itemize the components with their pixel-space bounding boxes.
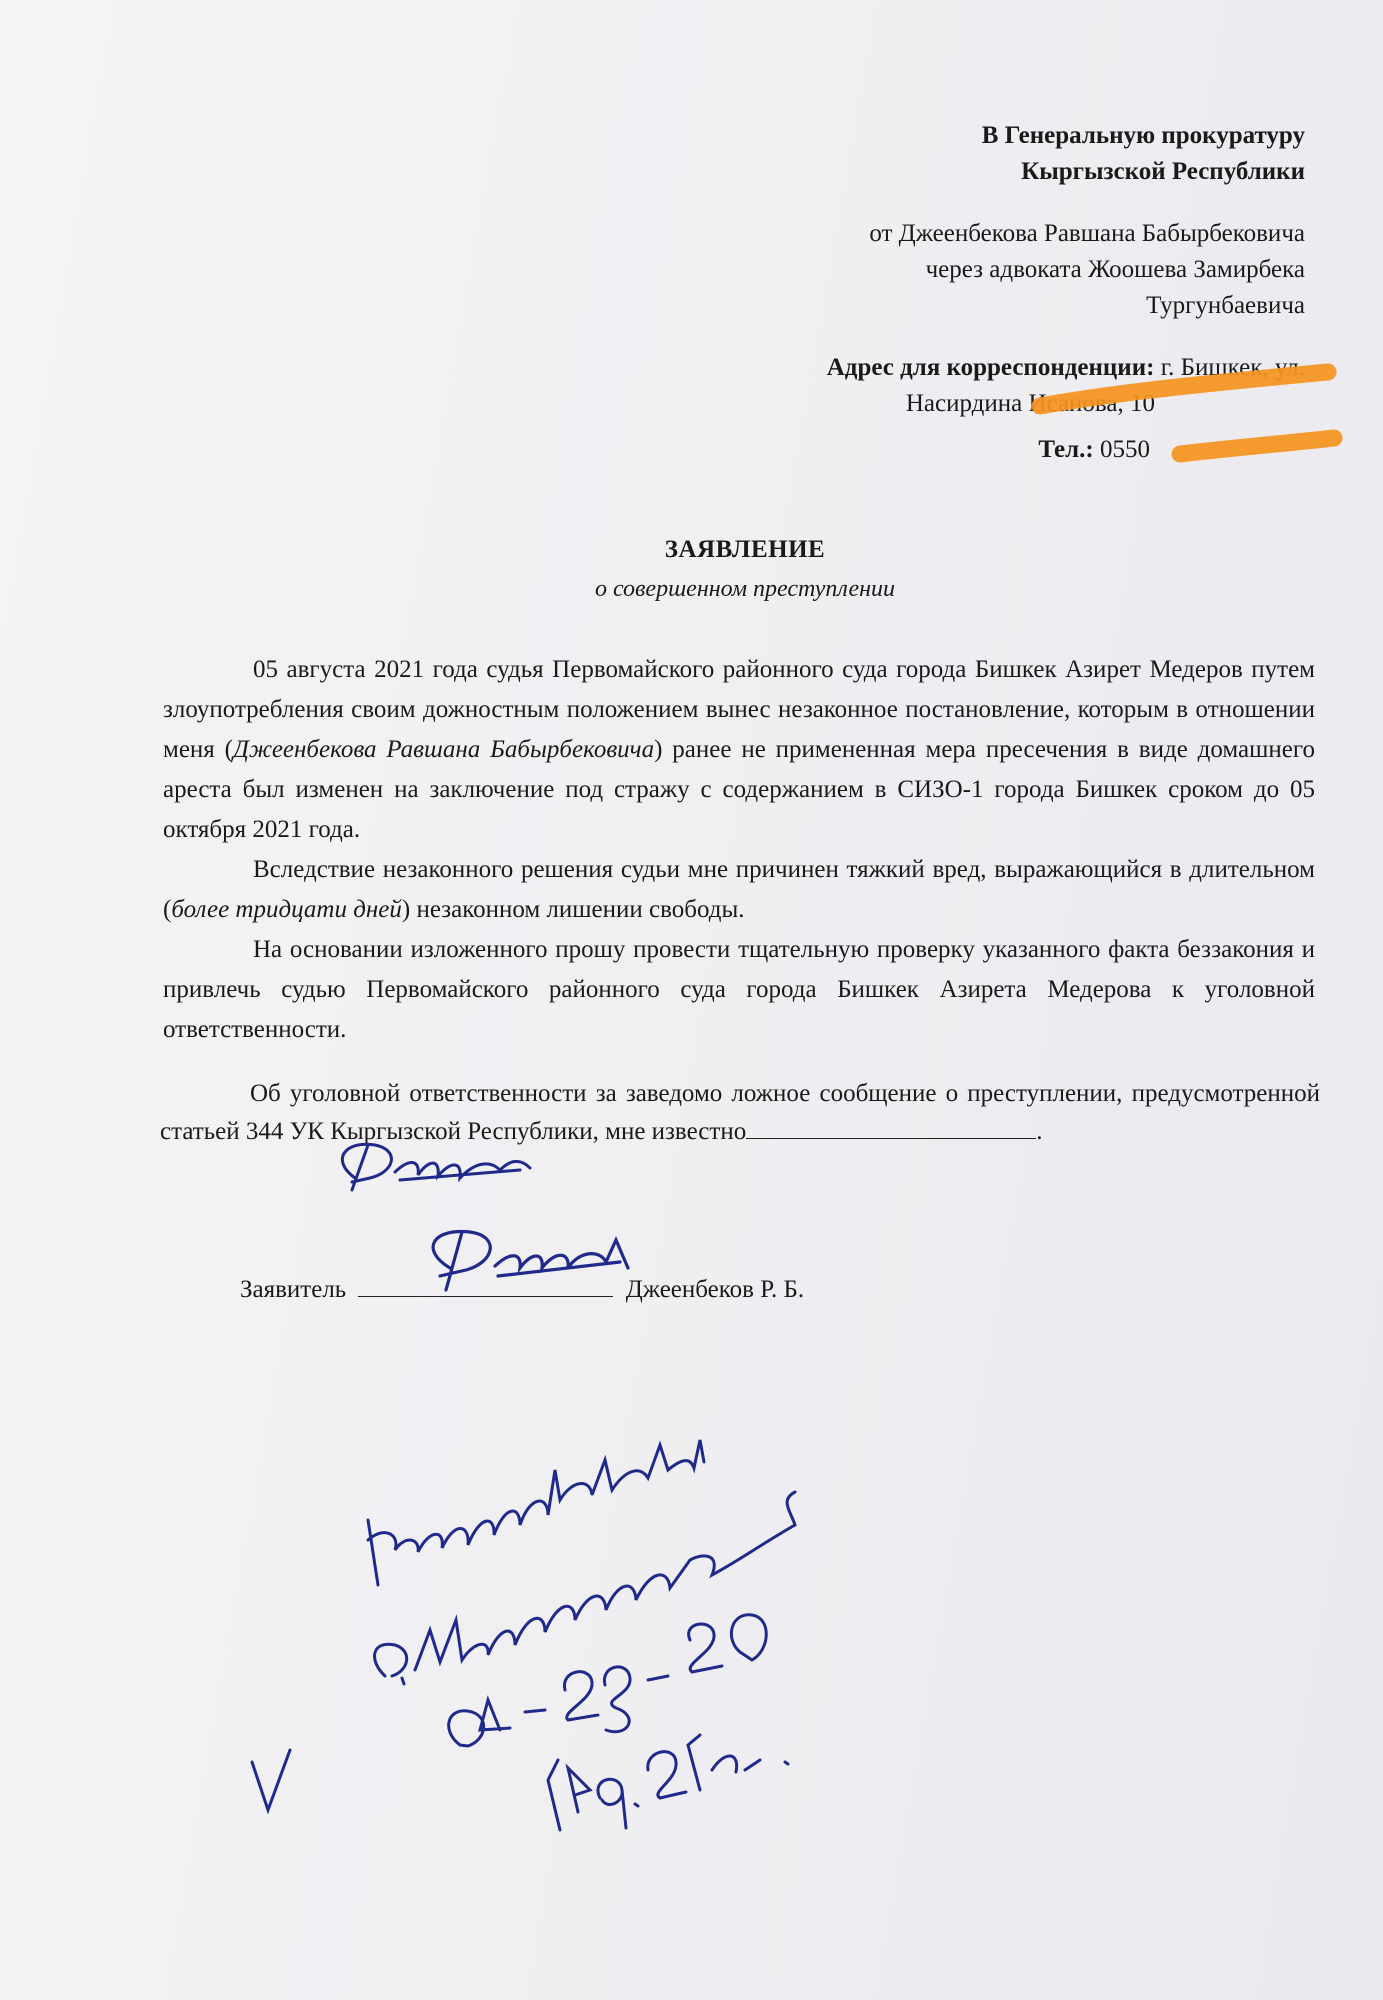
address-line-2: [605, 386, 1305, 422]
recipient-line-2: Кыргызской Республики: [1021, 158, 1305, 185]
from-line-2: через адвоката Жоошева Замирбека: [925, 256, 1305, 283]
paragraph-2-part-a: Вследствие незаконного решения судьи мне причинен тяжкий вред, выражающийся в длительном (: [163, 856, 1315, 923]
document-header: [605, 118, 1305, 468]
document-title: ЗАЯВЛЕНИЕ: [664, 536, 826, 563]
paragraph-3: На основании изложенного прошу провести тщательную проверку указанного факта беззакония и привлечь судью Первомайского районного суда города Бишкек Азирета Медерова к уголовной ответственности.: [163, 936, 1315, 1043]
recipient-line-1: В Генеральную прокуратуру: [981, 122, 1305, 149]
phone-line: [605, 432, 1305, 468]
phone-value: 0550: [1093, 436, 1150, 463]
warning-text: Об уголовной ответственности за заведомо ложное сообщение о преступлении, предусмотренной статьей 344 УК Кыргызской Республики, мне известно: [160, 1080, 1320, 1145]
applicant-signature-line: [358, 1272, 613, 1297]
from-line-1: от Джеенбекова Равшана Бабырбековича: [869, 220, 1305, 247]
liability-warning: [160, 1075, 1320, 1151]
applicant-name: Джеенбеков Р. Б.: [625, 1276, 805, 1303]
warning-end: .: [1036, 1118, 1043, 1145]
paragraph-1: [163, 650, 1315, 850]
phone-label: Тел.:: [1038, 436, 1094, 463]
warning-signature-line: [746, 1114, 1036, 1139]
applicant-row: [240, 1272, 804, 1308]
from-line-3: Тургунбаевича: [1146, 292, 1305, 319]
address-line-1: [605, 350, 1305, 386]
paragraph-1-part-a: 05 августа 2021 года судья Первомайского районного суда города Бишкек Азирет Медеров путем злоупотребления своим дожностным положением вынес незаконное постановление, которым в отношении меня (: [163, 656, 1315, 763]
applicant-label: Заявитель: [240, 1276, 347, 1303]
address-value-2: Насирдина Исанова, 10: [905, 390, 1155, 417]
paragraph-2: [163, 850, 1315, 930]
signature-1-icon: [342, 1144, 530, 1190]
document-body: [163, 650, 1315, 1050]
address-label: Адрес для корреспонденции:: [826, 354, 1155, 381]
document-subtitle: о совершенном преступлении: [594, 576, 896, 602]
paragraph-2-part-b: ) незаконном лишении свободы.: [401, 896, 745, 923]
paragraph-1-italic: Джеенбекова Равшана Бабырбековича: [232, 736, 655, 763]
paragraph-1-part-b: ) ранее не примененная мера пресечения в виде домашнего ареста был изменен на заключение под стражу с содержанием в СИЗО-1 города Бишкек сроком до 05 октября 2021 года.: [163, 736, 1316, 843]
handwritten-note-icon: [252, 1440, 795, 1830]
address-value-1: г. Бишкек, ул.: [1154, 354, 1305, 381]
paragraph-2-italic: более тридцати дней: [171, 896, 402, 923]
